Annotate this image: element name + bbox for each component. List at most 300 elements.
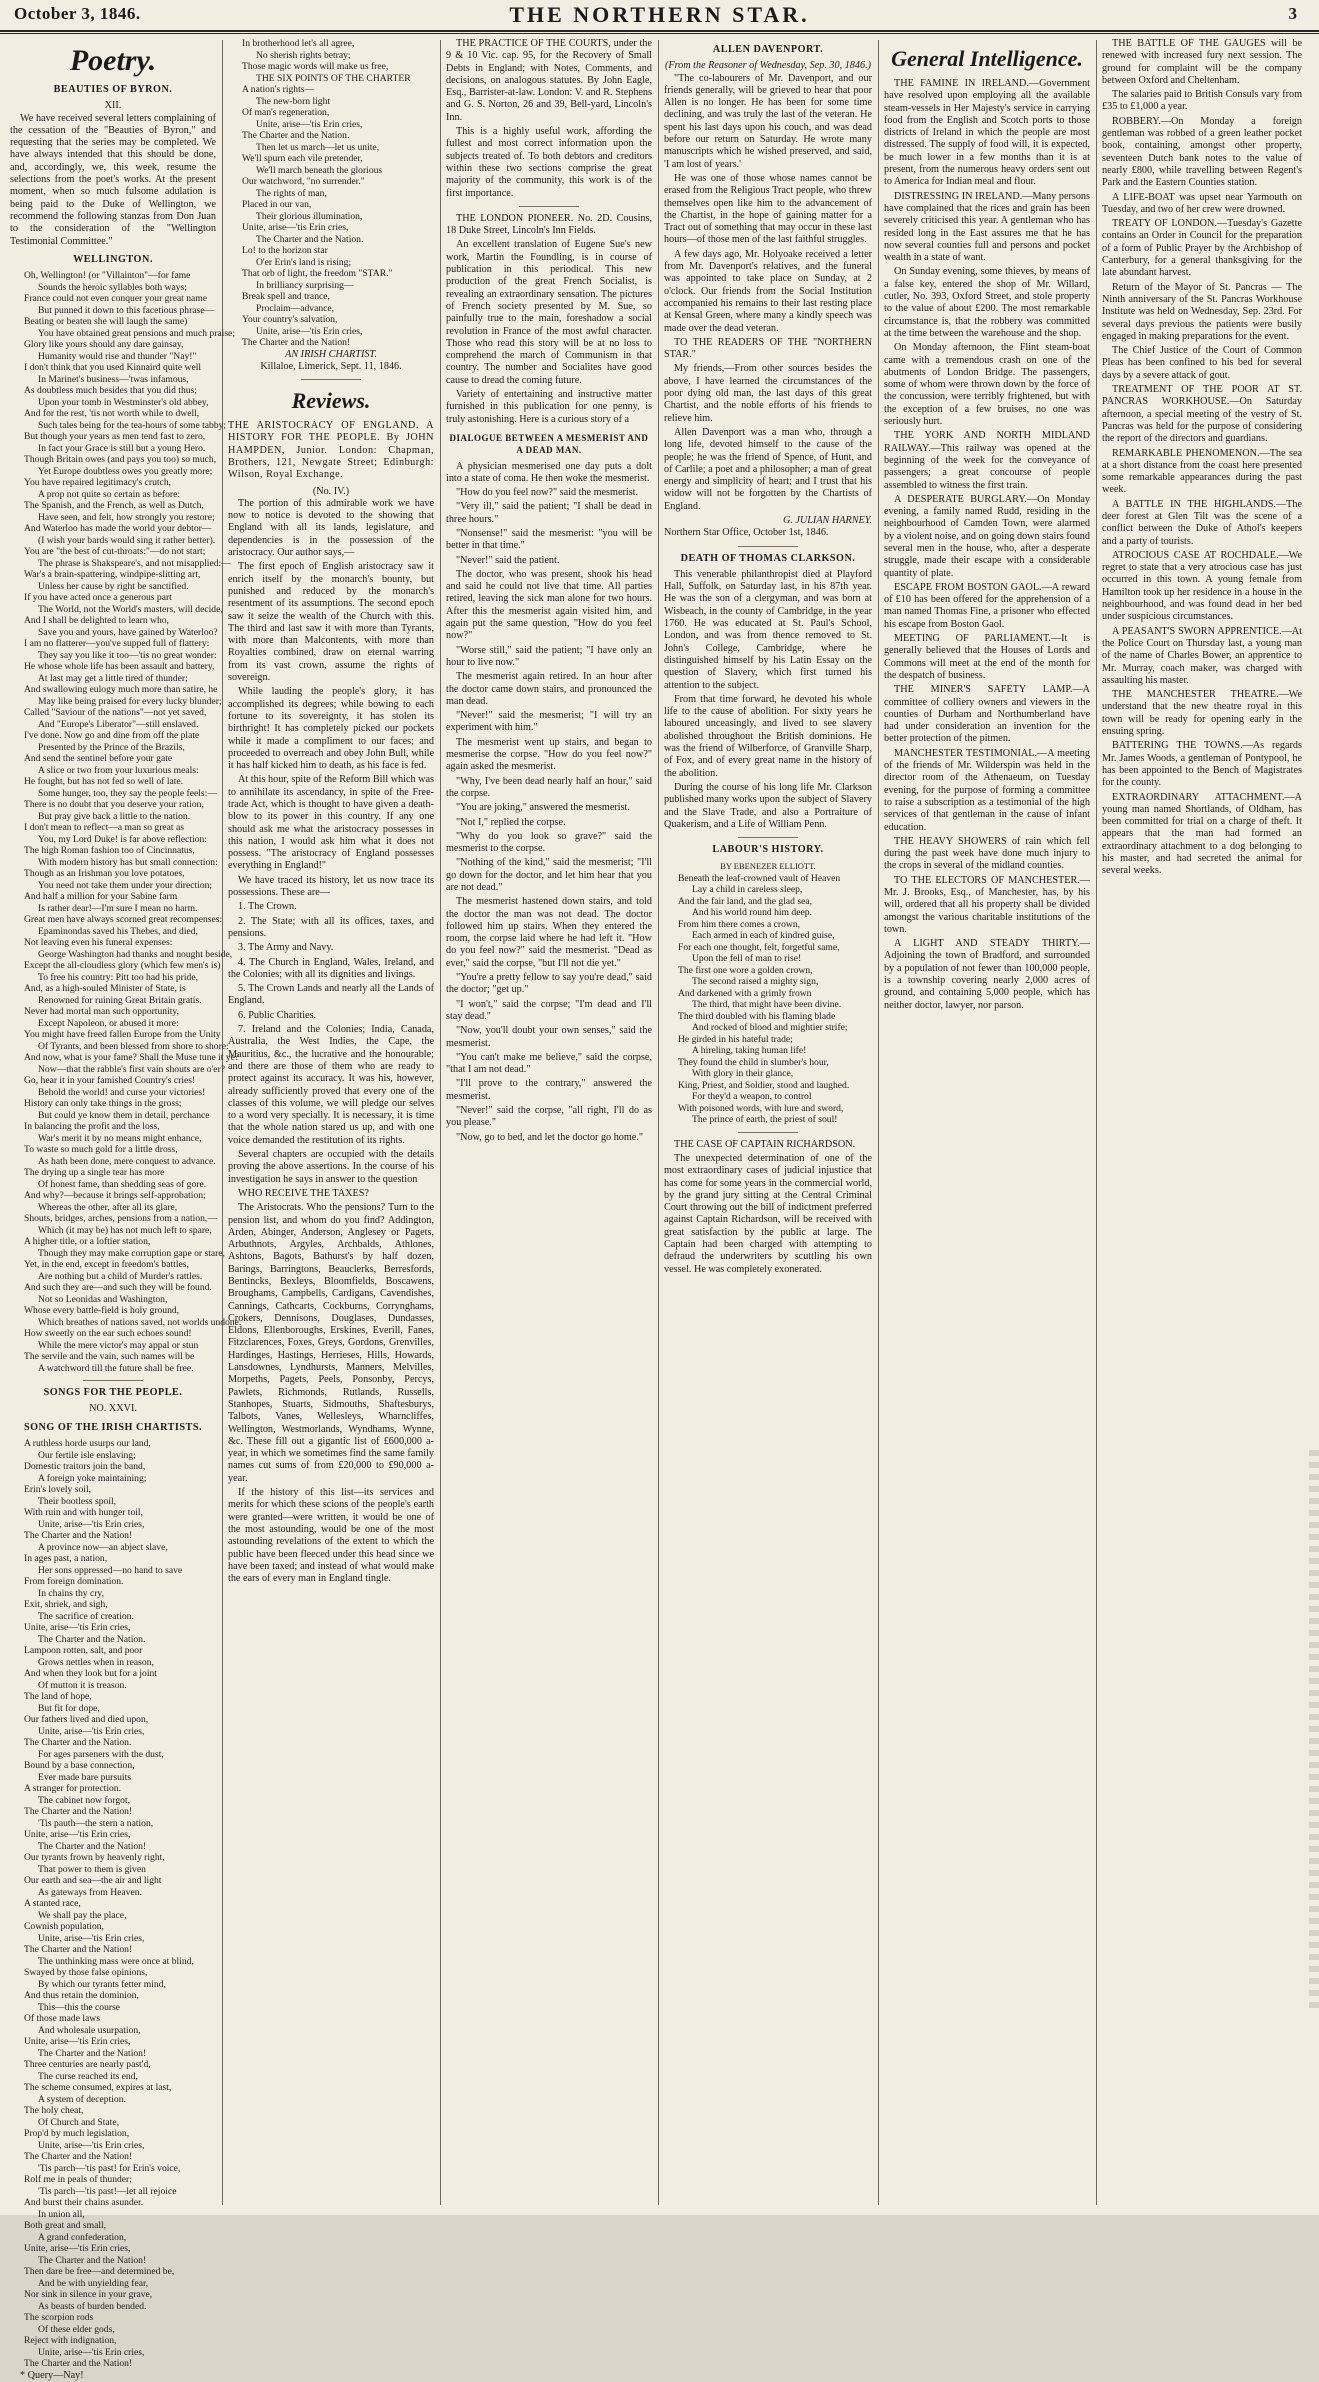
verse-line: In brotherhood let's all agree, bbox=[242, 38, 355, 49]
verse-line: The servile and the vain, such names will be bbox=[24, 1351, 195, 1363]
verse-line: Which breathes of nations saved, not worlds undone. bbox=[38, 1316, 242, 1328]
verse-line: The third, that might have been divine. bbox=[692, 999, 842, 1011]
dialogue-line: "You are joking," answered the mesmerist. bbox=[456, 802, 630, 814]
review-body-pioneer: An excellent translation of Eugene Sue's new work, Martin the Foundling, is in course of publication in this periodical. This new production of the great French Socialist, is revealing an extraordinary sensation. The pictures of French society presented by M. Sue, so painfully true to the main, foreshadow a social revolution in France of the most awful character. Those who read this story will be at no loss to comprehend the march of Communism in that country. The number and Socialites have good cause to dread the coming future. bbox=[446, 239, 652, 386]
verse-line: A prop not quite so certain as before: bbox=[38, 488, 180, 500]
verse-line: 'Tis pauth—the stern a nation, bbox=[38, 1817, 154, 1829]
paragraph: A few days ago, Mr. Holyoake received a letter from Mr. Davenport's relatives, and the funeral was appointed to take place on Sunday, at 2 o'clock. Our friends from the Social Institution accompanied his remains to their last resting place at Kensal Green, where many a kindly speech was made over the dead veteran. bbox=[664, 248, 872, 334]
verse-line: In ages past, a nation, bbox=[24, 1553, 108, 1565]
verse-line: History can only take things in the gross; bbox=[24, 1098, 182, 1110]
verse-line: And wholesale usurpation, bbox=[38, 2024, 141, 2036]
paragraph: THE MINER'S SAFETY LAMP.—A committee of colliery owners and viewers in the counties of Durham and Northumberland have had under consideration an invention for the better protection of the pitmen. bbox=[884, 684, 1090, 745]
verse-line: For ages parseners with the dust, bbox=[38, 1748, 164, 1760]
verse-line: At last may get a little tired of thunder; bbox=[38, 672, 188, 684]
verse-line: Beating or beaten she will laugh the same) bbox=[24, 316, 188, 328]
verse-line: And thus retain the dominion, bbox=[24, 1990, 139, 2002]
section-title-poetry: Poetry. bbox=[69, 44, 157, 77]
verse-line: Which (it may be) has not much left to spare, bbox=[38, 1224, 212, 1236]
songs-number: NO. XXVI. bbox=[89, 1403, 137, 1415]
article-source: (From the Reasoner of Wednesday, Sep. 30, 1846.) bbox=[664, 60, 872, 72]
verse-line: Except Napoleon, or abused it more: bbox=[38, 1017, 179, 1029]
verse-line: Yet, in the end, except in freedom's battles, bbox=[24, 1259, 189, 1271]
verse-line: Epaminondas saved his Thebes, and died, bbox=[38, 925, 198, 937]
paragraph: THE BATTLE OF THE GAUGES will be renewed with increased fury next session. The ground for complaint will be the company between Oxford and Cheltenham. bbox=[1102, 38, 1302, 86]
verse-line: And, as a high-souled Minister of State, is bbox=[24, 983, 186, 995]
verse-line: And darkened with a grimly frown bbox=[678, 987, 812, 999]
verse-line: Sounds the heroic syllables both ways; bbox=[38, 281, 187, 293]
verse-line: And why?—because it brings self-approbation; bbox=[24, 1190, 206, 1202]
songs-heading: SONGS FOR THE PEOPLE. bbox=[43, 1387, 183, 1399]
verse-line: Nor sink in silence in your grave, bbox=[24, 2289, 153, 2301]
verse-line: Now—that the rabble's first vain shouts are o'er? bbox=[38, 1063, 226, 1075]
verse-line: The cabinet now forgot, bbox=[38, 1794, 131, 1806]
verse-line: In brilliancy surprising— bbox=[256, 279, 354, 291]
dialogue-line: "I won't," said the corpse; "I'm dead and I'll stay dead." bbox=[446, 998, 652, 1022]
verse-line: The sacrifice of creation. bbox=[38, 1610, 134, 1622]
paragraph: A DESPERATE BURGLARY.—On Monday evening, a family named Rudd, residing in the neighbourhood of Camden Town, were alarmed by a violent noise, and on going down stairs found several men in the house, who, after a desperate struggle, made their escape with a considerable quantity of plate. bbox=[884, 493, 1090, 579]
verse-line: This—this the course bbox=[38, 2001, 121, 2013]
verse-line: War's a brain-spattering, windpipe-slitting art, bbox=[24, 569, 201, 581]
section-title-reviews: Reviews. bbox=[291, 388, 371, 414]
verse-line: As gateways from Heaven. bbox=[38, 1886, 142, 1898]
paragraph: TO THE ELECTORS OF MANCHESTER.—Mr. J. Brooks, Esq., of Manchester, has, by his will, ordered that all his property shall be divided amongst the various charitable institutions of the town. bbox=[884, 874, 1090, 935]
verse-line: With glory in their glance, bbox=[692, 1068, 794, 1080]
paragraph: 5. The Crown Lands and nearly all the Lands of England. bbox=[228, 983, 434, 1007]
verse-line: Glory like yours should any dare gainsay, bbox=[24, 339, 184, 351]
verse-line: And "Europe's Liberator"—still enslaved. bbox=[38, 718, 199, 730]
verse-line: Of Tyrants, and been blessed from shore to shore: bbox=[38, 1040, 229, 1052]
verse-line: He fought, but has not fed so well of late. bbox=[24, 776, 184, 788]
dialogue-line: "Never!" said the patient. bbox=[456, 554, 560, 566]
verse-line: In union all, bbox=[38, 2208, 85, 2220]
dialogue-line: "Not I," replied the corpse. bbox=[456, 816, 566, 828]
verse-line: The Charter and the Nation! bbox=[24, 1530, 133, 1542]
column-2 bbox=[228, 38, 434, 2208]
verse-line: Oh, Wellington! (or "Villainton"—for fame bbox=[24, 270, 191, 282]
paragraph: THE FAMINE IN IRELAND.—Government have resolved upon employing all the available steam-vessels in Her Majesty's service in carrying food from the English and Scotch ports to those districts of Ireland in which the people are most distressed. The supply of food will, it is expected, be much lower in a few months than it is at present, from the numerous heavy orders sent out to America for Indian meal and flour. bbox=[884, 78, 1090, 188]
review-number: (No. IV.) bbox=[312, 485, 350, 497]
verse-line: To waste so much gold for a little dross, bbox=[24, 1144, 178, 1156]
verse-line: With modern history has but small connection: bbox=[38, 856, 218, 868]
verse-line: Unite, arise—'tis Erin cries, bbox=[38, 2139, 145, 2151]
verse-line: How sweetly on the ear such echoes sound! bbox=[24, 1328, 192, 1340]
verse-line: While the mere victor's may appal or stun bbox=[38, 1339, 199, 1351]
dialogue-line: "Very ill," said the patient; "I shall be dead in three hours." bbox=[446, 501, 652, 525]
paragraph: This venerable philanthropist died at Playford Hall, Suffolk, on Saturday last, in his 87th year. He was the son of a clergyman, and was born at Wisbeach, in the county of Cambridge, in the year 1760. He was educated at St. Paul's School, London, and was from thence removed to St. John's College, Cambridge, where he distinguished himself by his Latin Essay on the question of Slavery, which first turned his attention to the subject. bbox=[664, 568, 872, 691]
verse-line: A nation's rights— bbox=[242, 84, 315, 95]
page-edge-binding bbox=[1309, 1450, 1319, 2010]
verse-line: A system of deception. bbox=[38, 2093, 126, 2105]
verse-line: And for the rest, 'tis not worth while to dwell, bbox=[24, 408, 200, 420]
verse-line: A hireling, taking human life! bbox=[692, 1045, 807, 1057]
verse-line: In fact your Grace is still but a young Hero. bbox=[38, 442, 206, 454]
verse-line: THE SIX POINTS OF THE CHARTER bbox=[256, 72, 411, 84]
verse-line: We'll march beneath the glorious bbox=[256, 164, 383, 176]
article-heading-davenport: ALLEN DAVENPORT. bbox=[712, 44, 824, 55]
verse-line: Presented by the Prince of the Brazils, bbox=[38, 741, 185, 753]
song-author: AN IRISH CHARTIST. bbox=[285, 348, 377, 360]
verse-line: O'er Erin's land is rising; bbox=[256, 256, 352, 268]
verse-line: And now, what is your fame? Shall the Muse tune it ye? bbox=[24, 1052, 240, 1064]
verse-line: You, my Lord Duke! is far above reflection: bbox=[38, 833, 208, 845]
paragraph: 3. The Army and Navy. bbox=[238, 942, 334, 954]
verse-line: You might have freed fallen Europe from the Unity bbox=[24, 1029, 221, 1041]
footnote: * Query—Nay! bbox=[20, 2369, 84, 2381]
dialogue-heading: DIALOGUE BETWEEN A MESMERIST AND A DEAD MAN. bbox=[449, 432, 649, 456]
verse-line: The Charter and the Nation! bbox=[38, 1840, 147, 1852]
verse-line: Of those made laws bbox=[24, 2013, 100, 2025]
verse-line: Though as an Irishman you love potatoes, bbox=[24, 868, 185, 880]
verse-line: Then let us march—let us unite, bbox=[256, 141, 380, 153]
review-heading-pioneer: THE LONDON PIONEER. No. 2D. Cousins, 18 Duke Street, Lincoln's Inn Fields. bbox=[446, 212, 652, 237]
verse-line: Of mutton it is treason. bbox=[38, 1679, 127, 1691]
verse-line: The Charter and the Nation. bbox=[24, 1737, 132, 1749]
paragraph: We have traced its history, let us now trace its possessions. These are— bbox=[228, 874, 434, 899]
verse-line: Are nothing but a child of Murder's rattles. bbox=[38, 1270, 203, 1282]
verse-line: Humanity would rise and thunder "Nay!" bbox=[38, 350, 197, 362]
paragraph: Allen Davenport was a man who, through a long life, devoted himself to the cause of the people; he was the friend of Spence, of Hunt, and of Carlile; a poet and a philosopher; a man of great energy and simplicity of heart; and I trust that his widow will not be forgotten by the Chartists of England. bbox=[664, 426, 872, 512]
verse-line: Unite, arise—'tis Erin cries, bbox=[256, 118, 363, 130]
dialogue-line: The mesmerist again retired. In an hour after the doctor came down stairs, and pronounced the man dead. bbox=[446, 671, 652, 707]
review-body-courts: This is a highly useful work, affording the fullest and most correct information upon the subjects treated of. To both debtors and creditors within these two sections comprise the great majority of the community, this work is of the first importance. bbox=[446, 126, 652, 199]
separator bbox=[738, 1132, 798, 1133]
paragraph: On Monday afternoon, the Flint steam-boat came with a tremendous crash on one of the abutments of London Bridge. The passengers, some of whom were thrown down by the force of the concussion, were terribly frightened, but with the exception of a few bruises, no one was seriously hurt. bbox=[884, 342, 1090, 428]
verse-line: 'Tis parch—'tis past!—let all rejoice bbox=[38, 2185, 177, 2197]
dialogue-line: "Never!" said the mesmerist; "I will try an experiment with him." bbox=[446, 710, 652, 734]
verse-line: With ruin and with hunger toil, bbox=[24, 1507, 143, 1519]
separator bbox=[738, 546, 798, 547]
verse-line: Save you and yours, have gained by Waterloo? bbox=[38, 626, 218, 638]
verse-line: Our fertile isle enslaving; bbox=[38, 1449, 136, 1461]
verse-line: A watchword till the future shall be free. bbox=[38, 1362, 194, 1374]
article-heading: BEAUTIES OF BYRON. bbox=[53, 84, 173, 95]
verse-line: Unite, arise—'tis Erin cries, bbox=[24, 2036, 131, 2048]
verse-line: But pray give back a little to the nation. bbox=[38, 810, 191, 822]
paragraph: A LIGHT AND STEADY THIRTY.—Adjoining the town of Bradford, and surrounded by a population of not fewer than 100,000 people, is a township covering nearly 2,000 acres of ground, and containing 5,000 people, which has neither doctor, lawyer, nor parson. bbox=[884, 938, 1090, 1011]
verse-line: The Charter and the Nation. bbox=[38, 1633, 146, 1645]
verse-line: Reject with indignation, bbox=[24, 2335, 117, 2347]
paragraph: During the course of his long life Mr. Clarkson published many works upon the subject of Slavery and the Slave Trade, and also a Portraiture of Quakerism, and a Life of William Penn. bbox=[664, 781, 872, 830]
dialogue-line: "Nothing of the kind," said the mesmerist; "I'll go down for the doctor, and let him hear that you are not dead." bbox=[446, 857, 652, 893]
verse-line: He whose whole life has been assault and battery, bbox=[24, 661, 215, 673]
dialogue-line: The mesmerist went up stairs, and began to mesmerise the corpse. "How do you feel now?" again asked the mesmerist. bbox=[446, 736, 652, 773]
article-body-clarkson bbox=[664, 569, 872, 831]
article-intro: We have received several letters complaining of the cessation of the "Beauties of Byron," and requesting that the series may be completed. We have always intended that this should be done, and, accordingly, we, this week, resume the selections from the poet's works. At the present moment, when so much fulsome adulation is being paid to the Duke of Wellington, we recommend the following stanzas from Don Juan to the consideration of the "Wellington Testimonial Committee." bbox=[10, 112, 216, 247]
verse-line: Break spell and trance, bbox=[242, 291, 330, 302]
verse-line: King, Priest, and Soldier, stood and laughed. bbox=[678, 1079, 850, 1091]
masthead-rule bbox=[0, 33, 1319, 34]
poem-heading-labour: LABOUR'S HISTORY. bbox=[712, 844, 824, 856]
verse-line: From foreign domination. bbox=[24, 1576, 124, 1588]
intelligence-body bbox=[884, 78, 1090, 1012]
verse-line: Of Church and State, bbox=[38, 2116, 119, 2128]
verse-line: Unite, arise—'tis Erin cries, bbox=[38, 1725, 145, 1737]
verse-line: Unite, arise—'tis Erin cries, bbox=[24, 1829, 131, 1841]
verse-line: And be with unyielding fear, bbox=[38, 2277, 149, 2289]
paragraph: 6. Public Charities. bbox=[238, 1009, 317, 1021]
column-6 bbox=[1102, 38, 1302, 2208]
article-body-richardson: The unexpected determination of one of the most extraordinary cases of judicial injustice that has come for some years in the commercial world, by the grand jury sitting at the Central Criminal Court throwing out the bill of indictment preferred against Captain Richardson, will be received with great satisfaction by the public at large. The Captain had been charged with attempting to defraud the underwriters by scuttling his own vessel. He was completely exonerated. bbox=[664, 1153, 872, 1275]
paragraph: MEETING OF PARLIAMENT.—It is generally believed that the Houses of Lords and Commons will meet at the end of the month for the despatch of business. bbox=[884, 633, 1090, 681]
verse-line: And such they are—and such they will be found. bbox=[24, 1282, 212, 1294]
verse-line: Of these elder gods, bbox=[38, 2323, 115, 2335]
verse-line: A slice or two from your luxurious meals: bbox=[38, 764, 199, 776]
paragraph: TO THE READERS OF THE "NORTHERN STAR." bbox=[664, 336, 872, 361]
verse-line: They say you like it too—'tis no great wonder: bbox=[38, 649, 217, 661]
verse-line: The holy cheat, bbox=[24, 2105, 84, 2117]
paragraph: MANCHESTER TESTIMONIAL.—A meeting of the friends of Mr. Wilderspin was held in the director room of the Athenaeum, on Tuesday evening, for the purpose of forming a committee to raise a subscription as a testimonial of the high services of that gentleman in the cause of infant education. bbox=[884, 747, 1090, 833]
page-number: 3 bbox=[1288, 4, 1297, 23]
dialogue-line: "Nonsense!" said the mesmerist: "you will be better in that time." bbox=[446, 527, 652, 552]
column-5 bbox=[884, 38, 1090, 2208]
separator bbox=[83, 1380, 143, 1381]
verse-line: A higher title, or a loftier station, bbox=[24, 1236, 151, 1248]
dialogue-line: The doctor, who was present, shook his head and said he could not live that time. All parties retired, leaving the sick man alone for two hours. After this the mesmerist again visited him, and again put the same question, "How do you feel now?" bbox=[446, 568, 652, 642]
verse-line: Called "Saviour of the nations"—not yet saved, bbox=[24, 707, 207, 719]
verse-line: He girded in his hateful trade; bbox=[678, 1033, 793, 1045]
separator bbox=[738, 837, 798, 838]
verse-line: No sherish rights betray; bbox=[256, 49, 351, 61]
paragraph: My friends,—From other sources besides the above, I have learned the circumstances of the poor dying old man, the last days of this great Chartist, and the noble efforts of his friends to relieve him. bbox=[664, 363, 872, 424]
poem-title: WELLINGTON. bbox=[73, 253, 153, 265]
verse-line: The Spanish, and the French, as well as Dutch, bbox=[24, 500, 204, 512]
paragraph: Return of the Mayor of St. Pancras — The Ninth anniversary of the St. Pancras Workhouse Institute was held on Wednesday, Sep. 23rd. For several days previous the patients were busily engaged in making preparations for the event. bbox=[1102, 281, 1302, 342]
verse-line: Domestic traitors join the band, bbox=[24, 1461, 146, 1473]
verse-line: And send the sentinel before your gate bbox=[24, 753, 173, 765]
verse-line: You have obtained great pensions and much praise; bbox=[38, 327, 235, 339]
verse-line: Our earth and sea—the air and light bbox=[24, 1875, 162, 1887]
verse-line: As beasts of burden bended. bbox=[38, 2300, 147, 2312]
section-title-intelligence: General Intelligence. bbox=[891, 46, 1083, 71]
dialogue-line: "Never!" said the corpse, "all right, I'll do as you please." bbox=[446, 1105, 652, 1129]
dialogue-line: "Worse still," said the patient; "I have only an hour to live now." bbox=[446, 644, 652, 668]
paragraph: TREATY OF LONDON.—Tuesday's Gazette contains an Order in Council for the preparation of a form of Public Prayer by the Archbishop of Canterbury, for a general thanksgiving for the late abundant harvest. bbox=[1102, 218, 1302, 279]
verse-line: Exit, shriek, and sigh, bbox=[24, 1599, 108, 1611]
verse-line: Unless her cause by right be sanctified. bbox=[38, 580, 189, 592]
verse-line: The Charter and the Nation! bbox=[38, 2047, 147, 2059]
verse-line: The prince of earth, the priest of soul! bbox=[692, 1114, 838, 1126]
paragraph: DISTRESSING IN IRELAND.—Many persons have complained that the rices and grain has been severely criticised this year. A gentleman who has resided long in the East assures me that he has now several counties full and persons and pocket wealth in a state of want. bbox=[884, 190, 1090, 264]
verse-line: And the fair land, and the glad sea, bbox=[678, 895, 812, 907]
verse-line: We shall pay the place, bbox=[38, 1909, 127, 1921]
review-body-pioneer-2: Variety of entertaining and instructive matter furnished in this publication for one penny, is truly astonishing. Here is a curious story of a bbox=[446, 389, 652, 425]
paragraph: From that time forward, he devoted his whole life to the cause of abolition. For sixty years he laboured unceasingly, and lived to see slavery abolished throughout the British dominions. He was the friend of Wilberforce, of Granville Sharp, of Fox, and of every great name in the history of the abolition. bbox=[664, 693, 872, 779]
paragraph: THE YORK AND NORTH MIDLAND RAILWAY.—This railway was opened at the beginning of the week for the conveyance of passengers; a great concourse of people assembled to witness the first train. bbox=[884, 430, 1090, 491]
verse-line: I don't mean to reflect—a man so great as bbox=[24, 822, 184, 834]
verse-line: And when they look but for a joint bbox=[24, 1668, 157, 1680]
paragraph: The Chief Justice of the Court of Common Pleas has been confined to his bed for several days by a severe attack of gout. bbox=[1102, 345, 1302, 381]
poem-verse bbox=[10, 270, 242, 1374]
verse-line: A foreign yoke maintaining; bbox=[38, 1472, 147, 1484]
verse-line: You need not take them under your direction; bbox=[38, 879, 213, 891]
dialogue-line: "Now, you'll doubt your own senses," said the mesmerist. bbox=[446, 1025, 652, 1049]
verse-line: War's merit it by no means might enhance, bbox=[38, 1132, 202, 1144]
verse-line: As doubtless much besides that you did thus; bbox=[24, 385, 197, 397]
verse-line: The first one wore a golden crown, bbox=[678, 964, 813, 976]
paragraph: EXTRAORDINARY ATTACHMENT.—A young man named Shortlands, of Oldham, has been committed for trial on a charge of theft. It appears that the man had formed an extraordinary attachment to a dog belonging to his master, and had secreted the animal for several weeks. bbox=[1102, 791, 1302, 877]
verse-line: The Charter and the Nation! bbox=[38, 2254, 147, 2266]
verse-line: Then dare be free—and determined be, bbox=[24, 2266, 175, 2278]
verse-line: But though your years as men tend fast to zero, bbox=[24, 431, 206, 443]
verse-line: The rights of man, bbox=[256, 187, 327, 199]
verse-line: The land of hope, bbox=[24, 1691, 92, 1703]
paragraph: 4. The Church in England, Wales, Ireland, and the Colonies; with all its dignities and livings. bbox=[228, 956, 434, 980]
verse-line: The Charter and the Nation! bbox=[24, 1806, 133, 1818]
dialogue-line: "I'll prove to the contrary," answered the mesmerist. bbox=[446, 1078, 652, 1102]
article-body-davenport bbox=[664, 73, 872, 513]
dialogue-line: "Why, I've been dead nearly half an hour," said the corpse. bbox=[446, 775, 652, 799]
song-dateline: Killaloe, Limerick, Sept. 11, 1846. bbox=[260, 360, 402, 372]
verse-line: Unite, arise—'tis Erin cries, bbox=[256, 325, 363, 337]
verse-line: Swayed by those false opinions, bbox=[24, 1967, 148, 1979]
verse-line: Prop'd by much legislation, bbox=[24, 2128, 130, 2140]
song-verse bbox=[10, 1438, 216, 2370]
verse-line: Erin's lovely soil, bbox=[24, 1484, 92, 1496]
verse-line: The high Roman fashion too of Cincinnatus, bbox=[24, 845, 195, 857]
verse-line: And Waterloo has made the world your debtor— bbox=[24, 523, 212, 535]
paragraph: WHO RECEIVE THE TAXES? bbox=[238, 1187, 369, 1199]
paragraph: If the history of this list—its services and merits for which these scions of the people's earth were granted—were written, it would be one of the most astounding, would be one of the most astounding revelations of the extent to which the public have been fleeced under this head since we have been taxed; and instead of what would make the ears of every man in England tingle. bbox=[228, 1487, 434, 1585]
verse-line: Your country's salvation, bbox=[242, 314, 338, 325]
paragraph: BATTERING THE TOWNS.—As regards Mr. James Woods, a gentleman of Pontypool, he has been appointed to the Bench of Magistrates for the county. bbox=[1102, 740, 1302, 789]
verse-line: The Charter and the Nation! bbox=[24, 2358, 133, 2370]
verse-line: Unite, arise—'tis Erin cries, bbox=[38, 2346, 145, 2358]
verse-line: Not leaving even his funeral expenses: bbox=[24, 937, 173, 949]
separator bbox=[301, 379, 361, 380]
verse-line: And I shall be delighted to learn who, bbox=[24, 615, 169, 627]
verse-line: Those magic words will make us free, bbox=[242, 61, 389, 72]
paragraph: "The co-labourers of Mr. Davenport, and our friends generally, will be grieved to hear that poor Allen is no longer. He has been for some time declining, and was truly the last of the veteran. He spent his last days upon his couch, and was dead before our return on Saturday. He wrote many manuscripts which he wished preserved, and said, 'I am lost of years.' bbox=[664, 72, 872, 170]
article-heading-clarkson: DEATH OF THOMAS CLARKSON. bbox=[680, 552, 856, 564]
paragraph: ATROCIOUS CASE AT ROCHDALE.—We regret to state that a very atrocious case has just occurred in this town. A young female from Hamilton took up her residence in a house in the neighbourhood, and was found dead in her bed under suspicious circumstances. bbox=[1102, 549, 1302, 623]
column-1 bbox=[10, 38, 242, 2381]
verse-line: Unite, arise—'tis Erin cries, bbox=[38, 1932, 145, 1944]
verse-line: The phrase is Shakspeare's, and not misapplied:— bbox=[38, 557, 231, 569]
verse-line: Never had mortal man such opportunity, bbox=[24, 1006, 179, 1018]
review-body bbox=[228, 498, 434, 1586]
column-rule bbox=[222, 40, 223, 2205]
verse-line: Our fathers lived and died upon, bbox=[24, 1714, 149, 1726]
verse-line: We'll spurn each vile pretender, bbox=[242, 153, 363, 164]
verse-line: And rocked of blood and mightier strife; bbox=[692, 1022, 848, 1034]
paragraph: REMARKABLE PHENOMENON.—The sea at a short distance from the coast here presented some remarkable appearances during the past week. bbox=[1102, 447, 1302, 496]
intelligence-body-continued bbox=[1102, 38, 1302, 878]
separator bbox=[519, 206, 579, 207]
signature: G. JULIAN HARNEY. bbox=[782, 514, 872, 526]
paragraph: Several chapters are occupied with the details proving the above assertions. In the course of his investigation he says in answer to the question bbox=[228, 1149, 434, 1185]
verse-line: Upon the fell of man to rise! bbox=[692, 953, 802, 965]
verse-line: Our watchword, "no surrender." bbox=[242, 176, 365, 187]
verse-line: Lampoon rotten, salt, and poor bbox=[24, 1645, 143, 1657]
paragraph: 1. The Crown. bbox=[238, 901, 297, 913]
verse-line: They found the child in slumber's hour, bbox=[678, 1056, 829, 1068]
verse-line: The scheme consumed, expires at last, bbox=[24, 2082, 172, 2094]
verse-line: And burst their chains asunder. bbox=[24, 2197, 144, 2209]
verse-line: That power to them is given bbox=[38, 1863, 146, 1875]
paragraph: The Aristocrats. Who the pensions? Turn to the pension list, and whom do you find? Addington, Arden, Abinger, Anderson, Anglesey or Pagets, Arbuthnots, Argyles, Archbalds, Athlones, Ashtons, Bagots, Bathurst's by half dozen, Barings, Barringtons, Beauclerks, Berresfords, Bentincks, Bexleys, Bloomfields, Boscawens, Broughams, Campbells, Cardigans, Cavendishes, Cannings, Cathcarts, Cockburns, Corrynghams, Crokers, Dennisons, Douglases, Dundasses, Eldons, Ellenboroughs, Erskines, Everill, Fanes, Fitzclarences, Foxes, Greys, Gordons, Grenvilles, Hardinges, Hastings, Herrieses, Hills, Howards, Lansdownes, Lyndhursts, Manners, Melvilles, Morpeths, Pagets, Peels, Ponsonby, Percys, Pawlets, Richmonds, Rutlands, Russells, Stanhopes, Stuarts, Sidmouths, Shaftesburys, Talbots, Vanes, Wellesleys, Wharncliffes, Wellington, Westmorlands, Wyndhams, Wynne, &c. These fill out a gigantic list of £600,000 a-year, in which we sometimes find the same family names cut sums of from £20,000 to £90,000 a-year. bbox=[228, 1202, 434, 1484]
review-title: THE ARISTOCRACY OF ENGLAND. A HISTORY FOR THE PEOPLE. By JOHN HAMPDEN, Junior. London: Chapman, Brothers, 121, Newgate Street; Edinburgh: Wilson, Royal Exchange. bbox=[228, 420, 434, 481]
verse-line: Rolf me in peals of thunder; bbox=[24, 2174, 132, 2186]
verse-line: Of honest fame, than shedding seas of gore. bbox=[38, 1178, 207, 1190]
paragraph: The salaries paid to British Consuls vary from £35 to £1,000 a year. bbox=[1102, 89, 1302, 113]
verse-line: Though they may make corruption gape or stare, bbox=[38, 1247, 226, 1259]
paragraph: 7. Ireland and the Colonies; India, Canada, Australia, the West Indies, the Cape, the Mauritius, &c., the lucrative and the honourable; and there are those of them who are ready to protect against its accuracy. It was his, however, already sufficiently proved that every one of the classes of this volume, we will pledge our selves to a word very specially. It is necessary, it is time that the whole nation stared us up, and with one voice demanded the restitution of its rights. bbox=[228, 1024, 434, 1146]
verse-line: In Marinet's business—'twas infamous, bbox=[38, 373, 189, 385]
verse-line: Unite, arise—'tis Erin cries, bbox=[24, 2243, 131, 2255]
verse-line: The drying up a single tear has more bbox=[24, 1167, 165, 1179]
verse-line: For they'd a weapon, to control bbox=[692, 1091, 812, 1103]
dialogue-intro: A physician mesmerised one day puts a dolt into a state of coma. He then woke the mesmerist. bbox=[446, 460, 652, 484]
column-3 bbox=[446, 38, 652, 2208]
verse-line: But punned it down to this facetious phrase— bbox=[38, 304, 215, 316]
verse-line: A province now—an abject slave, bbox=[38, 1541, 168, 1553]
verse-line: For each one thought, felt, forgetful same, bbox=[678, 941, 840, 953]
paragraph: THE MANCHESTER THEATRE.—We understand that the new theatre royal in this town will be ready for opening early in the ensuing spring. bbox=[1102, 689, 1302, 738]
paragraph: THE HEAVY SHOWERS of rain which fell during the past week have done much injury to the crops in several of the midland counties. bbox=[884, 835, 1090, 872]
issue-date: October 3, 1846. bbox=[14, 4, 141, 23]
verse-line: And half a million for your Sabine farm bbox=[24, 891, 178, 903]
verse-line: Our tyrants frown by heavenly right, bbox=[24, 1852, 165, 1864]
poem-byline: BY EBENEZER ELLIOTT. bbox=[720, 861, 816, 872]
masthead bbox=[0, 0, 1319, 32]
verse-line: Beneath the leaf-crowned vault of Heaven bbox=[678, 872, 841, 884]
column-rule bbox=[440, 40, 441, 2205]
verse-line: Renowned for ruining Great Britain gratis. bbox=[38, 994, 202, 1006]
review-heading-courts: THE PRACTICE OF THE COURTS, under the 9 & 10 Vic. cap. 95, for the Recovery of Small Debts in England; with Notes, Comments, and decisions, on analogous statutes. By John Eagle, Esq., Barrister-at-law. London: V. and R. Stephens and G. S. Norton, 26 and 39, Bell-yard, Lincoln's Inn. bbox=[446, 38, 652, 123]
verse-line: Her sons oppressed—no hand to save bbox=[38, 1564, 183, 1576]
column-rule bbox=[1096, 40, 1097, 2205]
verse-line: The Charter and the Nation! bbox=[242, 337, 351, 348]
song-title: SONG OF THE IRISH CHARTISTS. bbox=[23, 1421, 203, 1433]
verse-line: But could ye know them in detail, perchance bbox=[38, 1109, 210, 1121]
paragraph: On Sunday evening, some thieves, by means of a false key, entered the shop of Mr. Willard, cutler, No. 393, Oxford Street, and stole property to the value of about £200. The most remarkable circumstance is, that the robbery was committed at the time between the warehouse and the shop. bbox=[884, 266, 1090, 339]
verse-line: Though Britain owes (and pays you too) so much, bbox=[24, 454, 217, 466]
verse-line: The curse reached its end, bbox=[38, 2070, 138, 2082]
verse-line: The World, not the World's masters, will decide, bbox=[38, 603, 223, 615]
verse-line: Three centuries are nearly past'd, bbox=[24, 2059, 151, 2071]
verse-line: As hath been done, mere conquest to advance. bbox=[38, 1155, 216, 1167]
verse-line: The Charter and the Nation. bbox=[256, 233, 364, 245]
verse-line: Behold the world! and curse your victories! bbox=[38, 1086, 206, 1098]
verse-line: Each armed in each of kindred guise, bbox=[692, 930, 835, 942]
verse-line: And swallowing eulogy much more than satire, he bbox=[24, 684, 218, 696]
verse-line: I don't think that you used Kinnaird quite well bbox=[24, 362, 202, 374]
dialogue-line: "Why do you look so grave?" said the mesmerist to the corpse. bbox=[446, 830, 652, 855]
verse-line: Ever made bare pursuits bbox=[38, 1771, 131, 1783]
verse-line: From him there comes a crown, bbox=[678, 918, 801, 930]
paragraph: 2. The State; with all its offices, taxes, and pensions. bbox=[228, 915, 434, 939]
dialogue-line: The mesmerist hastened down stairs, and told the doctor the man was not dead. The doctor followed him up stairs. When they entered the room, the corpse laid where he had left it. "How do you feel now?" said the mesmerist. "Dead as ever," said the corpse, "but I'll not die yet." bbox=[446, 896, 652, 969]
verse-line: Whose every battle-field is holy ground, bbox=[24, 1305, 180, 1317]
poem-verse-labour bbox=[664, 873, 872, 1126]
dialogue-line: "You can't make me believe," said the corpse, "that I am not dead." bbox=[446, 1051, 652, 1076]
verse-line: Of man's regeneration, bbox=[242, 107, 330, 118]
verse-line: Some hunger, too, they say the people feels:— bbox=[38, 787, 217, 799]
verse-line: With poisoned words, with lure and sword, bbox=[678, 1102, 844, 1114]
verse-line: A ruthless horde usurps our land, bbox=[24, 1438, 151, 1450]
verse-line: Such tales being for the tea-hours of some tabby; bbox=[38, 419, 227, 431]
paragraph: The first epoch of English aristocracy saw it enrich itself by the monarch's bounty, but punished and reduced by the monarch's resentment of its assumptions. The second epoch saw it seize the wealth of the Church with this. The third and last saw it with more than Tyrants, with more than Malcontents, with more than Royalties combined, draw on eternal warring from its vast crown, assume the rights of sovereign. bbox=[228, 561, 434, 684]
column-rule bbox=[658, 40, 659, 2205]
paragraph: ROBBERY.—On Monday a foreign gentleman was robbed of a green leather pocket book, containing, amongst other property, seventeen Dutch bank notes to the value of nearly £800, while travelling between Regent's Park and the Eastern Counties station. bbox=[1102, 115, 1302, 189]
paragraph: A LIFE-BOAT was upset near Yarmouth on Tuesday, and two of her crew were drowned. bbox=[1102, 191, 1302, 215]
verse-line: Except the all-cloudless glory (which few men's is) bbox=[24, 960, 221, 972]
verse-line: France could not even conquer your great name bbox=[24, 293, 208, 305]
verse-line: Go, hear it in your famished Country's cries! bbox=[24, 1075, 196, 1087]
verse-line: Placed in our van, bbox=[242, 199, 312, 210]
verse-line: The Charter and the Nation! bbox=[24, 2151, 133, 2163]
verse-line: The second raised a mighty sign, bbox=[692, 976, 819, 988]
